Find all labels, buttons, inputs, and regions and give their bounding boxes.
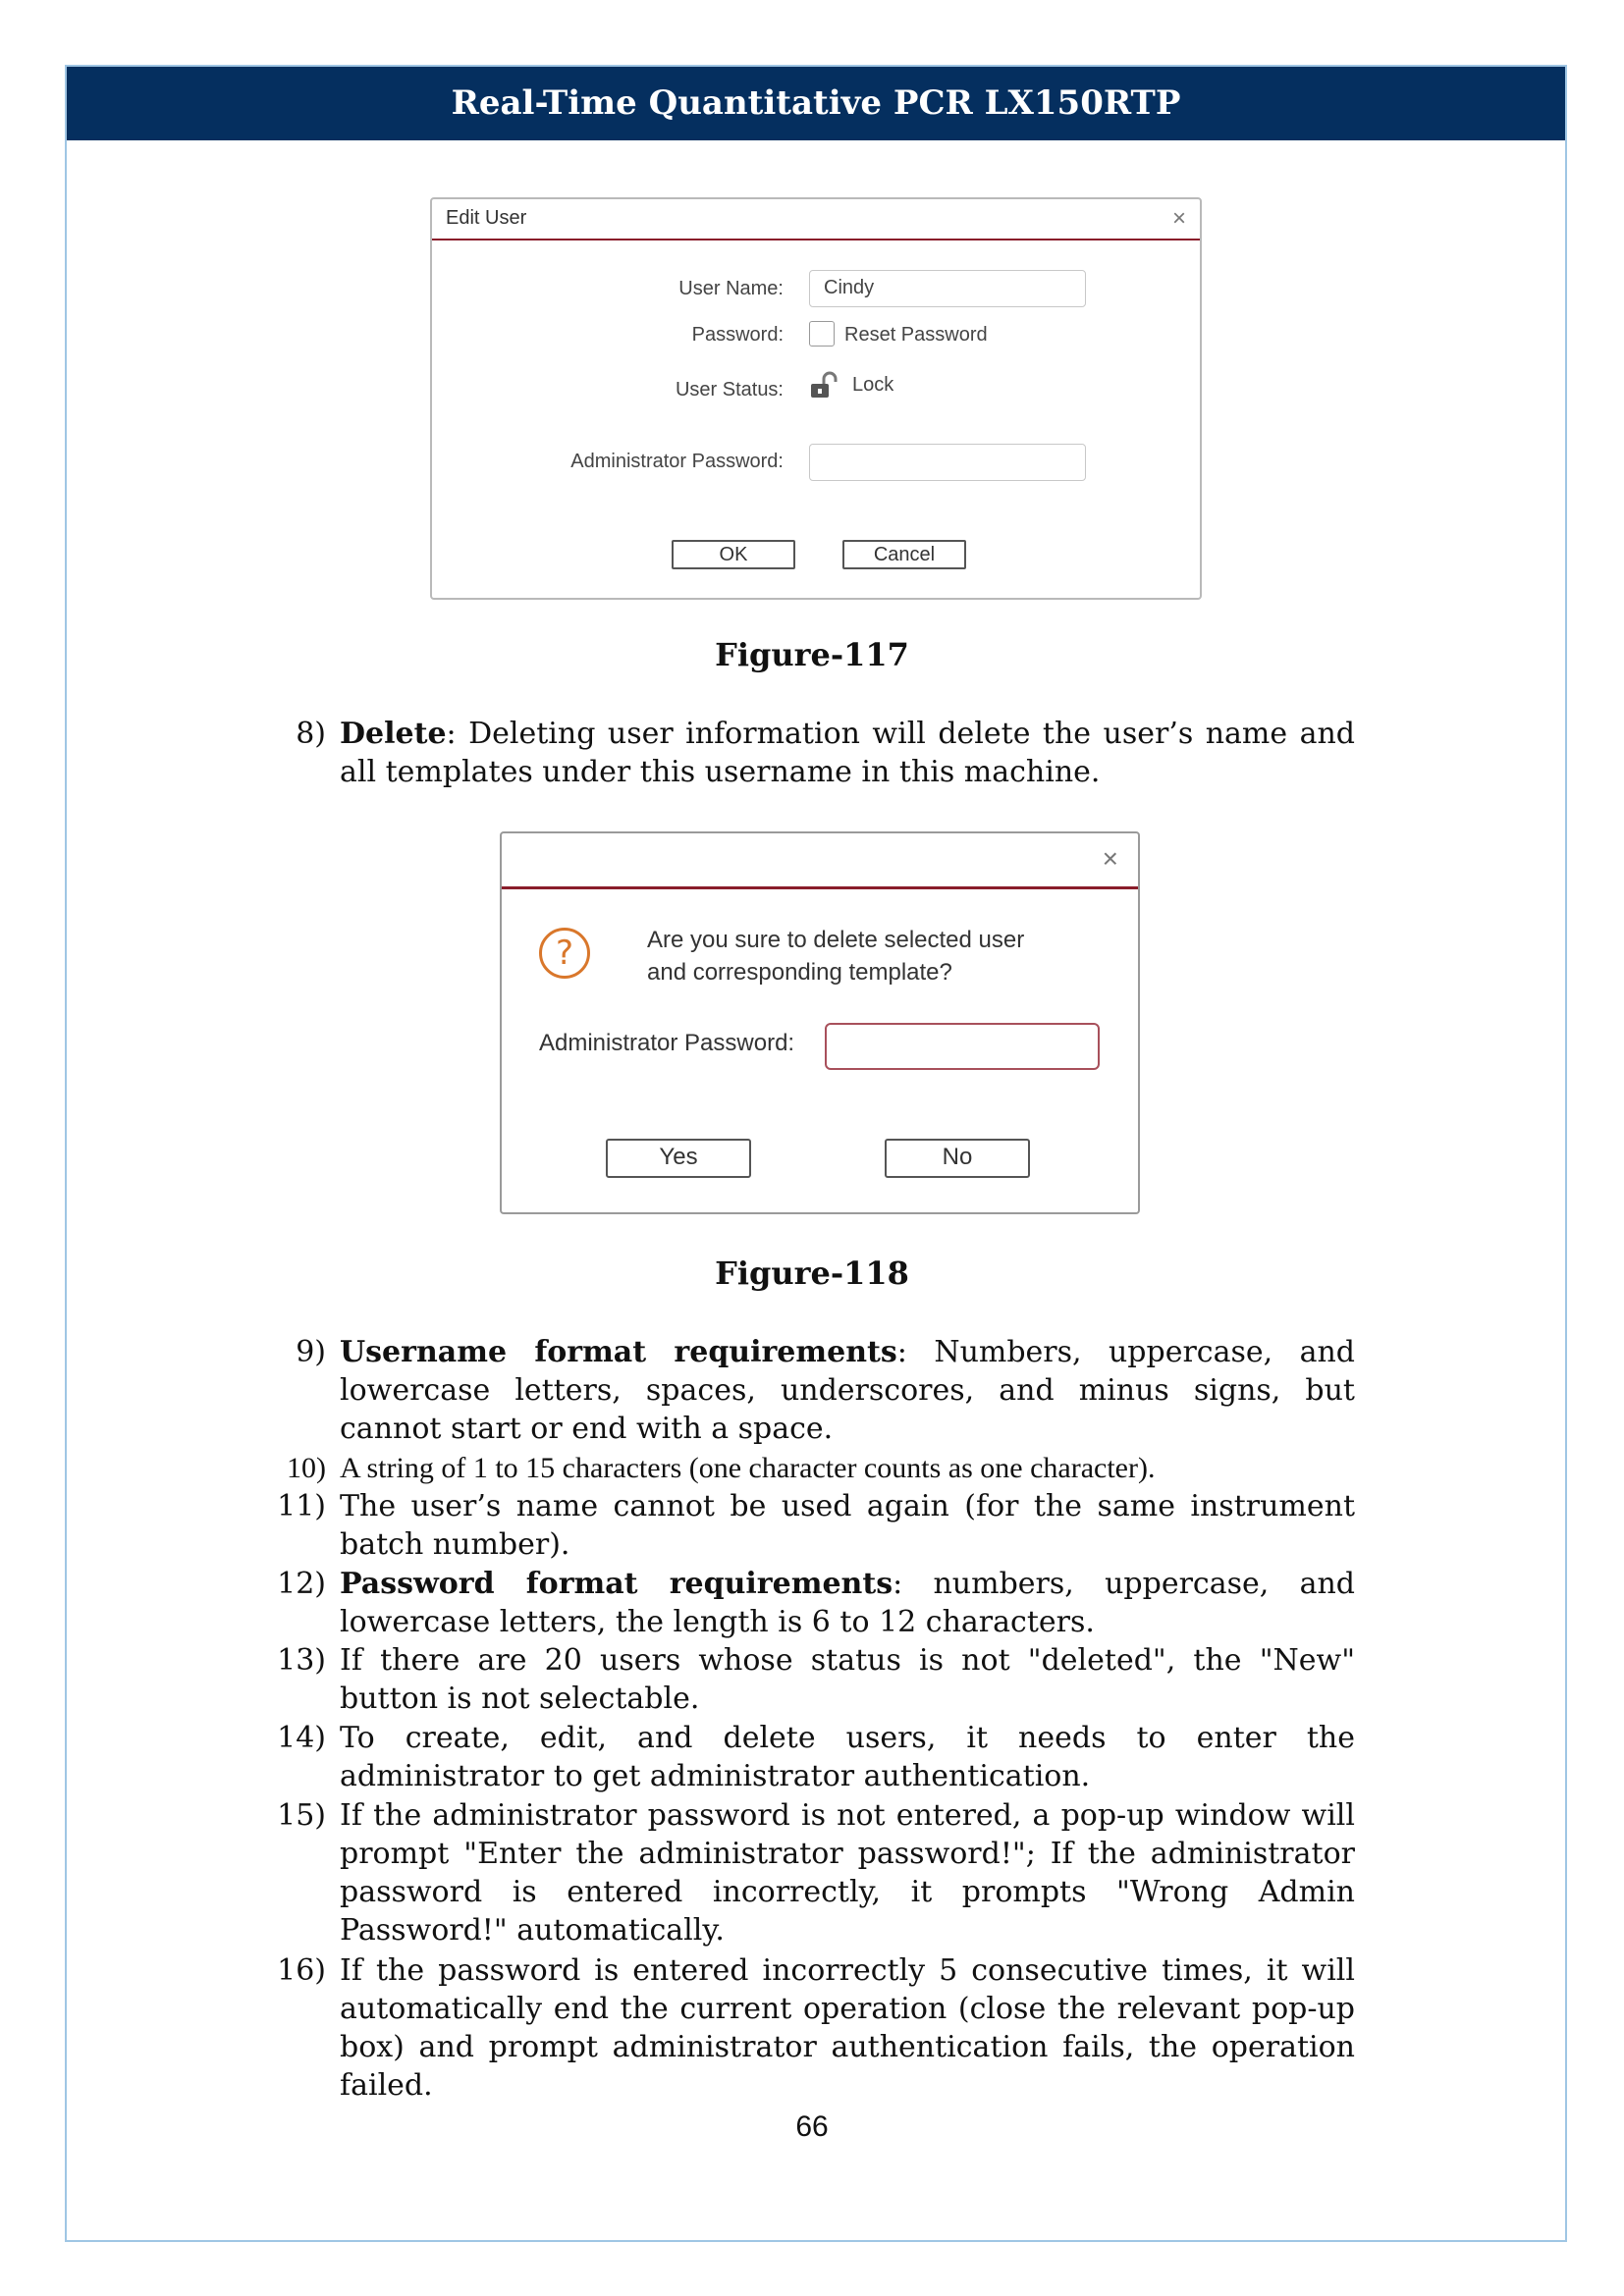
page-header: Real-Time Quantitative PCR LX150RTP — [67, 67, 1565, 140]
confirm-message-line2: and corresponding template? — [647, 959, 952, 986]
username-field[interactable]: Cindy — [809, 270, 1086, 307]
username-label: User Name: — [678, 278, 784, 299]
item-number: 8) — [296, 717, 326, 751]
delete-user-dialog — [500, 831, 1140, 1214]
item-number: 15) — [277, 1798, 326, 1833]
item-text — [340, 1719, 1355, 1795]
item-description: If the administrator password is not entered, a pop-up window will prompt "Enter the administrator password!"; If the administrator password is entered incorrectly, it prompts "Wrong Admin Password!" automatically. — [340, 1798, 1355, 1948]
user-status-label: User Status: — [675, 379, 784, 400]
item-text — [340, 1641, 1355, 1718]
confirm-message-line1: Are you sure to delete selected user — [647, 927, 1025, 953]
admin-password-label: Administrator Password: — [570, 451, 784, 472]
title-divider — [432, 239, 1200, 240]
item-number: 9) — [296, 1335, 326, 1369]
item-text — [340, 1565, 1355, 1641]
item-number: 16) — [277, 1953, 326, 1988]
item-description: If the password is entered incorrectly 5 consecutive times, it will automatically end the current operation (close the relevant pop-up box) and prompt administrator authentication fails, the operation failed. — [340, 1953, 1355, 2103]
item-number: 10) — [287, 1452, 326, 1484]
item-number: 11) — [277, 1489, 326, 1523]
reset-password-checkbox[interactable] — [809, 321, 835, 347]
ok-button[interactable]: OK — [672, 540, 795, 569]
item-description: If there are 20 users whose status is not "deleted", the "New" button is not selectable. — [340, 1643, 1355, 1716]
item-bold-term: Username format requirements — [340, 1335, 897, 1369]
confirm-message — [647, 924, 1024, 988]
item-number: 13) — [277, 1643, 326, 1678]
unlock-icon[interactable] — [809, 371, 840, 400]
item-bold-term: Password format requirements — [340, 1567, 893, 1601]
item-text — [340, 1333, 1355, 1448]
item-text — [340, 1951, 1355, 2105]
password-label: Password: — [691, 324, 784, 346]
close-icon[interactable]: × — [1102, 843, 1118, 874]
lock-label: Lock — [852, 374, 894, 396]
item-bold-term: Delete — [340, 717, 447, 751]
item-description: : Deleting user information will delete the user’s name and all templates under this username in this machine. — [340, 717, 1355, 789]
page-number: 66 — [795, 2110, 829, 2143]
item-text — [340, 715, 1355, 791]
figure-117-caption: Figure-117 — [715, 636, 909, 673]
cancel-button[interactable]: Cancel — [842, 540, 966, 569]
edit-user-dialog — [430, 197, 1202, 600]
dialog-title: Edit User — [446, 207, 527, 229]
no-button[interactable]: No — [885, 1139, 1030, 1178]
reset-password-label: Reset Password — [844, 324, 988, 346]
item-description: : numbers, uppercase, and lowercase letters, the length is 6 to 12 characters. — [340, 1567, 1355, 1639]
figure-118-caption: Figure-118 — [715, 1255, 909, 1292]
item-number: 12) — [277, 1567, 326, 1601]
admin-password-field[interactable] — [809, 444, 1086, 481]
item-description: To create, edit, and delete users, it needs to enter the administrator to get administrator authentication. — [340, 1721, 1355, 1793]
yes-button[interactable]: Yes — [606, 1139, 751, 1178]
item-description: : Numbers, uppercase, and lowercase letters, spaces, underscores, and minus signs, but cannot start or end with a space. — [340, 1335, 1356, 1446]
item-text — [340, 1487, 1355, 1564]
admin-password-label: Administrator Password: — [539, 1030, 795, 1056]
item-description: A string of 1 to 15 characters (one character counts as one character). — [340, 1452, 1156, 1484]
title-divider — [502, 886, 1138, 889]
item-text — [340, 1796, 1355, 1949]
item-number: 14) — [277, 1721, 326, 1755]
item-text — [340, 1449, 1355, 1487]
close-icon[interactable]: × — [1171, 205, 1186, 232]
admin-password-field[interactable] — [825, 1023, 1100, 1070]
item-description: The user’s name cannot be used again (for the same instrument batch number). — [340, 1489, 1355, 1562]
question-icon: ? — [539, 928, 590, 979]
